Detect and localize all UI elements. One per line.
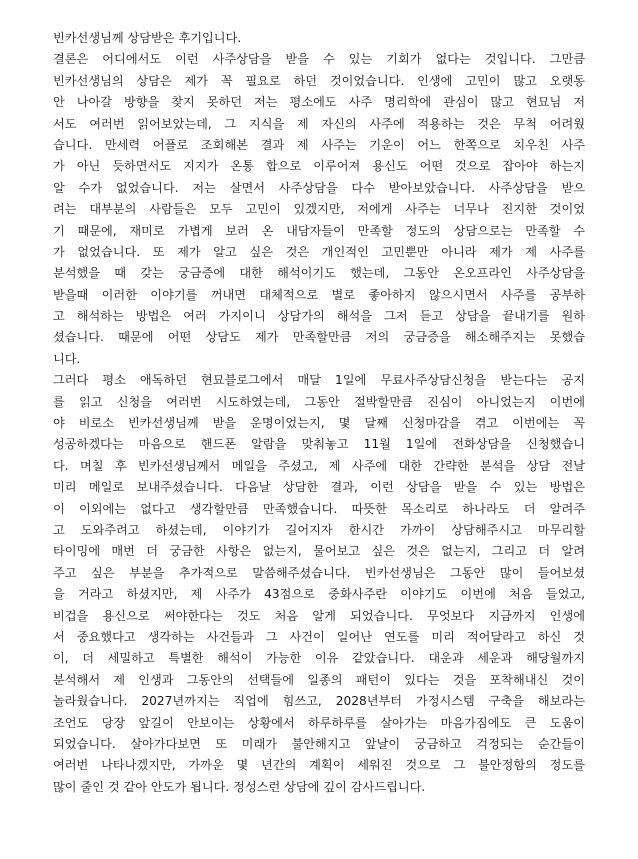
text-line: 야 비로소 빈카선생님께 받을 운명이었는지, 몇 달째 신청마감을 겪고 이번에는 꼭 [53,416,585,431]
text-line: 그러다 평소 애독하던 현묘블로그에서 매달 1일에 무료사주상담신청을 받는다는 공지 [53,373,585,388]
text-line: 분석해서 제 인생과 그동안의 선택들에 일종의 패턴이 있다는 것을 포착해내신 것이 [53,672,585,687]
text-line: 가 아닌 듯하면서도 지지가 온통 합으로 이루어져 용신도 어떤 것으로 잡아야 하는지 [53,159,585,174]
review-document [53,28,585,798]
text-line: 놀라웠습니다. 2027년까지는 직업에 힘쓰고, 2028년부터 가정시스템 구축을 해보라는 [53,694,585,709]
text-line: 고 해석하는 방법은 여러 가지이니 상담가의 해석을 그저 듣고 상담을 끝내기를 원하 [53,309,585,324]
text-line: 고 도와주려고 하셨는데, 이야기가 길어지자 한시간 가까이 상담해주시고 마무리할 [53,522,585,537]
text-line: 서 중요했다고 생각하는 사건들과 그 사건이 일어난 연도를 미리 적어달라고 하신 것 [53,629,585,644]
text-line: 많이 줄인 것 같아 안도가 됩니다. 정성스런 상담에 깊이 감사드립니다. [53,779,426,794]
text-line: 타이밍에 매번 더 궁금한 사항은 없는지, 물어보고 싶은 것은 없는지, 그리고 더 알려 [53,544,585,559]
text-line: 기 때문에, 재미로 가볍게 보러 온 내담자들이 만족할 정도의 상담으로는 만족할 수 [53,223,585,238]
text-line: 을 거라고 하셨지만, 제 사주가 43점으로 중화사주란 이야기도 이번에 처음 들었고, [53,587,585,602]
text-line: 주고 싶은 부분을 추가적으로 말씀해주셨습니다. 빈카선생님은 그동안 많이 들어보셨 [53,565,585,580]
text-line: 되었습니다. 살아가다보면 또 미래가 불안해지고 앞날이 궁금하고 걱정되는 순간들이 [53,736,585,751]
paragraph-2 [53,370,585,798]
text-line: 다. 며칠 후 빈카선생님께서 메일을 주셨고, 제 사주에 대한 간략한 분석을 상담 전날 [53,458,585,473]
text-line: 습니다. 만세력 어플로 조회해본 결과 제 사주는 기운이 어느 한쪽으로 치우친 사주 [53,137,585,152]
text-line: 여러번 나타나겠지만, 가까운 몇 년간의 계획이 세워진 것으로 그 불안정함의 정도를 [53,758,585,773]
text-line: 분석했을 때 갖는 궁금증에 대한 해석이기도 했는데, 그동안 온오프라인 사주상담을 [53,266,585,281]
text-line: 성공하겠다는 마음으로 핸드폰 알람을 맞춰놓고 11월 1일에 전화상담을 신청했습니 [53,437,585,452]
text-line: 이 이외에는 없다고 생각할만큼 만족했습니다. 따뜻한 목소리로 하나라도 더 알려주 [53,501,585,516]
text-line: 려는 대부분의 사람들은 모두 고민이 있겠지만, 저에게 사주는 너무나 진지한 것이었 [53,202,585,217]
text-line: 를 읽고 신청을 여러번 시도하였는데, 그동안 절박할만큼 진심이 아니었는지 이번에 [53,394,585,409]
text-line: 안 나아갈 방향을 찾지 못하던 저는 평소에도 사주 명리학에 관심이 많고 현묘님 저 [53,95,585,110]
text-line: 가 없었습니다. 또 제가 알고 싶은 것은 개인적인 고민뿐만 아니라 제가 제 사주를 [53,244,585,259]
text-line: 셨습니다. 때문에 어떤 상담도 제가 만족할만큼 저의 궁금증을 해소해주지는 못했습 [53,330,585,345]
text-line: 비겁을 용신으로 써야한다는 것도 처음 알게 되었습니다. 무엇보다 지금까지 인생에 [53,608,585,623]
document-title: 빈카선생님께 상담받은 후기입니다. [53,31,242,45]
text-line: 조언도 당장 앞길이 안보이는 상황에서 하루하루를 살아가는 마음가짐에도 큰 도움이 [53,715,585,730]
text-line: 니다. [53,351,81,366]
text-line: 빈카선생님의 상담은 제가 꼭 필요로 하던 것이었습니다. 인생에 고민이 많고 오랫동 [53,73,585,88]
text-line: 서도 여러번 읽어보았는데, 그 지식을 제 자신의 사주에 적용하는 것은 무척 어려웠 [53,116,585,131]
text-line: 알 수가 없었습니다. 저는 살면서 사주상담을 다수 받아보았습니다. 사주상담을 받으 [53,180,585,195]
text-line: 미리 메일로 보내주셨습니다. 다음날 상담한 결과, 이런 상담을 받을 수 있는 방법은 [53,480,585,495]
text-line: 받을때 이러한 이야기를 꺼내면 대체적으로 별로 좋아하지 않으시면서 사주를 공부하 [53,287,585,302]
text-line: 이, 더 세밀하고 특별한 해석이 가능한 이유 같았습니다. 대운과 세운과 해당월까지 [53,651,585,666]
text-line: 결론은 어디에서도 이런 사주상담을 받을 수 있는 기회가 없다는 것입니다. 그만큼 [53,52,585,67]
paragraph-1 [53,49,585,370]
